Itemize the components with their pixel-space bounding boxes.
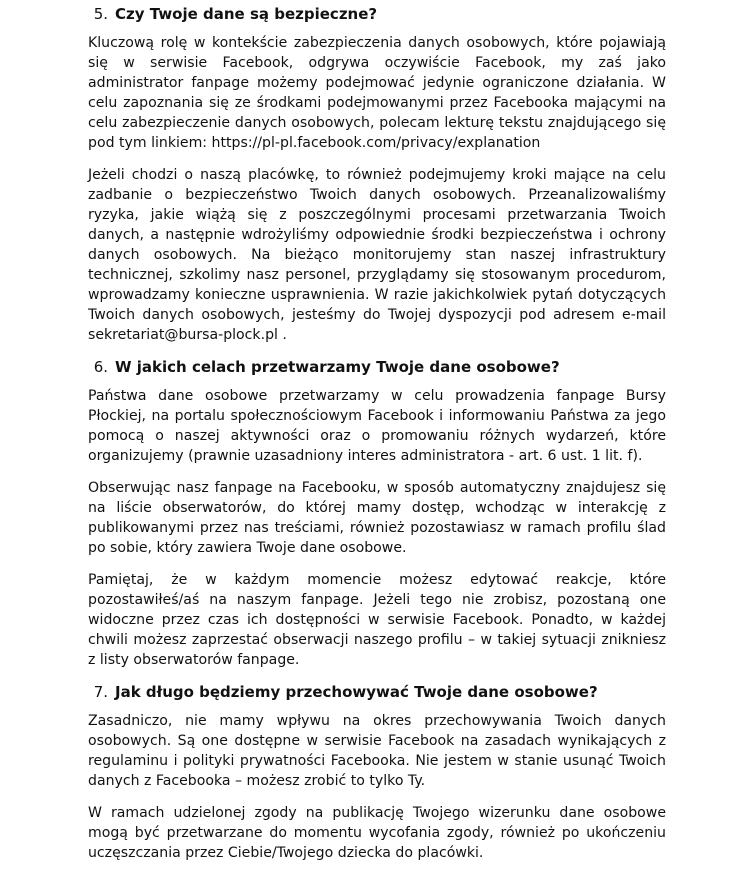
section-heading-5	[88, 4, 666, 24]
section-heading-6	[88, 357, 666, 377]
section-title: W jakich celach przetwarzamy Twoje dane osobowe?	[115, 358, 560, 376]
paragraph: W ramach udzielonej zgody na publikację Twojego wizerunku dane osobowe mogą być przetwarzane do momentu wycofania zgody, również po ukończeniu uczęszczania przez Ciebie/Twojego dziecka do placówki.	[88, 805, 666, 861]
section-heading-7	[88, 682, 666, 702]
paragraph: Kluczową rolę w kontekście zabezpieczenia danych osobowych, które pojawiają się w serwisie Facebook, odgrywa oczywiście Facebook, my zaś jako administrator fanpage możemy podejmować jedynie ograniczone działania. W celu zapoznania się ze środkami podejmowanymi przez Facebooka mającymi na celu zabezpieczenie danych osobowych, polecam lekturę tekstu znajdującego się pod tym linkiem: https://pl-pl.facebook.com/privacy/explanation	[88, 35, 666, 151]
paragraph: Zasadniczo, nie mamy wpływu na okres przechowywania Twoich danych osobowych. Są one dostępne w serwisie Facebook na zasadach wynikających z regulaminu i polityki prywatności Facebooka. Nie jestem w stanie usunąć Twoich danych z Facebooka – możesz zrobić to tylko Ty.	[88, 713, 666, 789]
section-title: Jak długo będziemy przechowywać Twoje dane osobowe?	[115, 683, 598, 701]
section-number: 5.	[93, 5, 108, 23]
paragraph: Pamiętaj, że w każdym momencie możesz edytować reakcje, które pozostawiłeś/aś na naszym fanpage. Jeżeli tego nie zrobisz, pozostaną one widoczne przez czas ich dostępności w serwisie Facebook. Ponadto, w każdej chwili możesz zaprzestać obserwacji naszego profilu – w takiej sytuacji znikniesz z listy obserwatorów fanpage.	[88, 572, 666, 668]
document-page	[88, 0, 666, 875]
paragraph: Państwa dane osobowe przetwarzamy w celu prowadzenia fanpage Bursy Płockiej, na portalu społecznościowym Facebook i informowaniu Państwa za jego pomocą o naszej aktywności oraz o promowaniu różnych wydarzeń, które organizujemy (prawnie uzasadniony interes administratora - art. 6 ust. 1 lit. f).	[88, 388, 666, 464]
paragraph: Jeżeli chodzi o naszą placówkę, to również podejmujemy kroki mające na celu zadbanie o bezpieczeństwo Twoich danych osobowych. Przeanalizowaliśmy ryzyka, jakie wiążą się z poszczególnymi procesami przetwarzania Twoich danych, a następnie wdrożyliśmy odpowiednie środki bezpieczeństwa i ochrony danych osobowych. Na bieżąco monitorujemy stan naszej infrastruktury technicznej, szkolimy nasz personel, przyglądamy się stosowanym procedurom, wprowadzamy konieczne usprawnienia. W razie jakichkolwiek pytań dotyczących Twoich danych osobowych, jesteśmy do Twojej dyspozycji pod adresem e-mail sekretariat@bursa-plock.pl .	[88, 167, 666, 343]
paragraph: Obserwując nasz fanpage na Facebooku, w sposób automatyczny znajdujesz się na liście obserwatorów, do której mamy dostęp, wchodząc w interakcję z publikowanymi przez nas treściami, również pozostawiasz w ramach profilu ślad po sobie, który zawiera Twoje dane osobowe.	[88, 480, 666, 556]
section-number: 6.	[93, 358, 108, 376]
section-title: Czy Twoje dane są bezpieczne?	[115, 5, 378, 23]
section-number: 7.	[93, 683, 108, 701]
